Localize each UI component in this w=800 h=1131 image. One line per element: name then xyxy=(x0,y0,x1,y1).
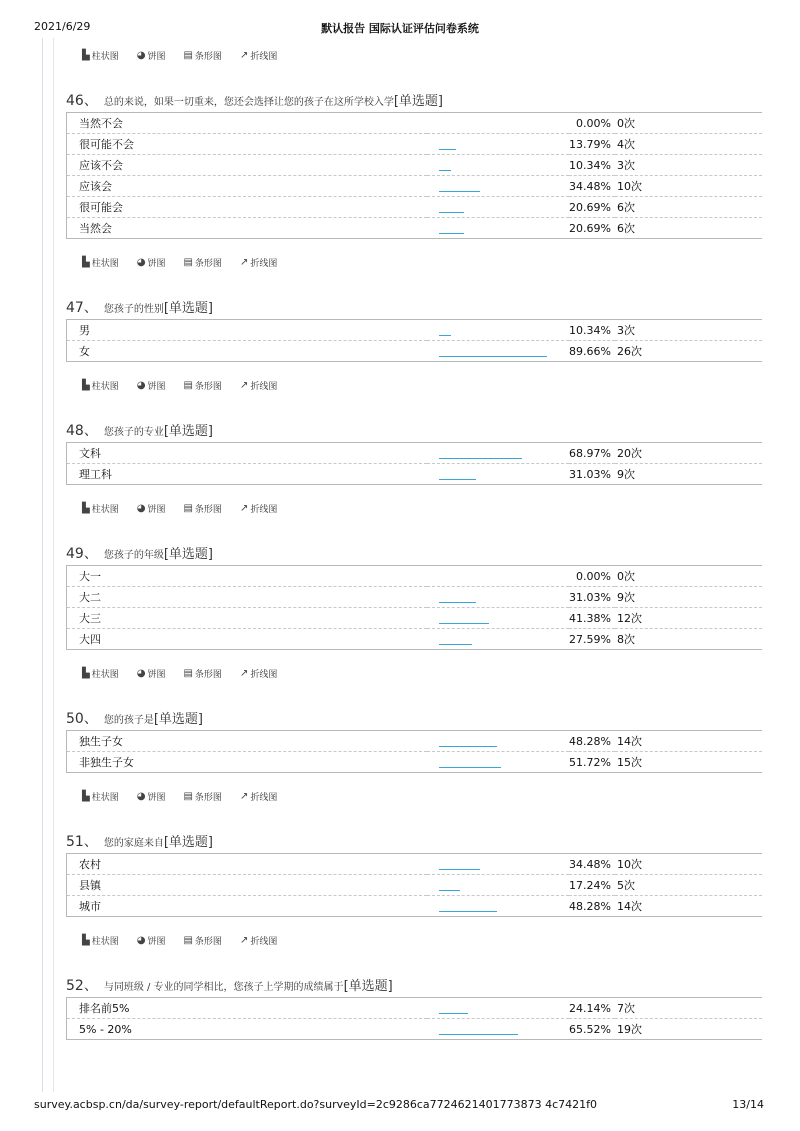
option-bar-cell xyxy=(427,155,569,176)
pie-chart-icon: ◕ xyxy=(136,934,146,946)
question-title xyxy=(66,975,766,995)
option-bar-cell xyxy=(427,752,569,773)
question-type-tag: [单选题] xyxy=(393,94,443,109)
question-number: 46、 xyxy=(66,93,98,109)
chart-button-hbar-chart[interactable] xyxy=(183,49,221,62)
chart-button-bar-chart[interactable] xyxy=(82,256,119,269)
option-bar-cell xyxy=(427,1019,569,1040)
chart-button-pie-chart[interactable] xyxy=(137,667,166,680)
question-title xyxy=(66,90,766,110)
percentage-bar xyxy=(439,479,476,480)
option-bar-cell xyxy=(427,113,569,134)
chart-button-line-chart[interactable] xyxy=(240,256,277,269)
option-bar-cell xyxy=(427,629,569,650)
chart-button-label: 条形图 xyxy=(194,936,222,947)
option-row xyxy=(67,896,763,917)
chart-button-label: 柱状图 xyxy=(91,669,119,680)
chart-button-label: 柱状图 xyxy=(91,258,119,269)
option-row xyxy=(67,1019,763,1040)
chart-button-line-chart[interactable] xyxy=(240,934,277,947)
chart-button-label: 条形图 xyxy=(194,258,222,269)
chart-button-hbar-chart[interactable] xyxy=(183,934,221,947)
option-percentage: 31.03% xyxy=(569,467,611,481)
option-percentage: 48.28% xyxy=(569,899,611,913)
option-bar-cell xyxy=(427,587,569,608)
percentage-bar xyxy=(439,644,472,645)
options-table xyxy=(66,730,762,773)
hbar-chart-icon: ▤ xyxy=(183,667,193,679)
option-bar-cell xyxy=(427,176,569,197)
chart-button-hbar-chart[interactable] xyxy=(183,667,221,680)
pie-chart-icon: ◕ xyxy=(136,667,146,679)
option-row xyxy=(67,134,763,155)
option-percentage: 65.52% xyxy=(569,1022,611,1036)
options-table xyxy=(66,997,762,1040)
option-row xyxy=(67,752,763,773)
line-chart-icon: ↗ xyxy=(239,256,249,268)
option-percentage: 0.00% xyxy=(569,566,615,587)
option-label: 大四 xyxy=(79,633,101,646)
option-row xyxy=(67,320,763,341)
chart-type-toolbar xyxy=(66,374,766,396)
option-row xyxy=(67,341,763,362)
line-chart-icon: ↗ xyxy=(239,790,249,802)
question-block xyxy=(66,831,766,951)
hbar-chart-icon: ▤ xyxy=(183,790,193,802)
option-percentage: 27.59% xyxy=(569,632,611,646)
percentage-bar xyxy=(439,890,460,891)
option-percentage: 13.79% xyxy=(569,134,615,155)
question-block xyxy=(66,90,766,273)
chart-button-bar-chart[interactable] xyxy=(82,49,119,62)
option-bar-cell xyxy=(427,875,569,896)
question-type-tag: [单选题] xyxy=(163,424,213,439)
option-percentage: 34.48% xyxy=(569,176,615,197)
chart-type-toolbar xyxy=(66,497,766,519)
option-label: 应该不会 xyxy=(67,155,428,176)
chart-button-hbar-chart[interactable] xyxy=(183,502,221,515)
option-label: 农村 xyxy=(67,854,428,875)
option-label: 应该会 xyxy=(67,176,428,197)
option-label: 很可能不会 xyxy=(67,134,428,155)
line-chart-icon: ↗ xyxy=(239,49,249,61)
chart-button-label: 饼图 xyxy=(147,258,166,269)
option-row xyxy=(67,629,763,650)
option-count: 6次 xyxy=(616,222,635,235)
question-number: 52、 xyxy=(66,978,98,994)
option-percentage: 34.48% xyxy=(569,854,615,875)
chart-button-label: 折线图 xyxy=(250,381,278,392)
page-header xyxy=(0,20,800,36)
option-count: 20次 xyxy=(615,443,762,464)
option-bar-cell xyxy=(427,566,569,587)
chart-type-toolbar xyxy=(66,44,766,66)
chart-button-label: 饼图 xyxy=(147,936,166,947)
question-block xyxy=(66,975,766,1040)
chart-button-hbar-chart[interactable] xyxy=(183,790,221,803)
option-label: 城市 xyxy=(79,900,101,913)
line-chart-icon: ↗ xyxy=(239,934,249,946)
question-number: 48、 xyxy=(66,423,98,439)
chart-button-label: 柱状图 xyxy=(91,51,119,62)
bar-chart-icon: ▙ xyxy=(82,502,90,514)
option-percentage: 51.72% xyxy=(569,755,611,769)
option-label: 当然会 xyxy=(79,222,112,235)
option-bar-cell xyxy=(427,197,569,218)
print-date: 2021/6/29 xyxy=(34,20,91,33)
option-row xyxy=(67,197,763,218)
option-percentage: 41.38% xyxy=(569,608,615,629)
question-type-tag: [单选题] xyxy=(343,979,393,994)
question-text: 您的孩子是 xyxy=(103,715,154,726)
question-title xyxy=(66,543,766,563)
chart-button-label: 条形图 xyxy=(194,669,222,680)
pie-chart-icon: ◕ xyxy=(136,790,146,802)
option-row xyxy=(67,854,763,875)
option-count: 4次 xyxy=(615,134,762,155)
chart-button-label: 饼图 xyxy=(147,669,166,680)
option-bar-cell xyxy=(427,464,569,485)
option-label: 文科 xyxy=(67,443,428,464)
option-bar-cell xyxy=(427,998,569,1019)
percentage-bar xyxy=(439,356,547,357)
left-rule-inner xyxy=(53,38,54,1092)
chart-button-label: 饼图 xyxy=(147,381,166,392)
options-table xyxy=(66,853,762,917)
chart-button-label: 折线图 xyxy=(250,669,278,680)
question-text: 与同班级 / 专业的同学相比，您孩子上学期的成绩属于 xyxy=(103,982,344,993)
bar-chart-icon: ▙ xyxy=(82,934,90,946)
percentage-bar xyxy=(439,149,456,150)
pie-chart-icon: ◕ xyxy=(136,379,146,391)
chart-button-label: 折线图 xyxy=(250,258,278,269)
chart-button-line-chart[interactable] xyxy=(240,502,277,515)
option-count: 6次 xyxy=(615,197,762,218)
option-count: 5次 xyxy=(615,875,762,896)
question-number: 49、 xyxy=(66,546,98,562)
chart-button-pie-chart[interactable] xyxy=(137,502,166,515)
bar-chart-icon: ▙ xyxy=(82,256,90,268)
hbar-chart-icon: ▤ xyxy=(183,934,193,946)
option-label: 5% - 20% xyxy=(79,1022,132,1036)
question-title xyxy=(66,420,766,440)
option-percentage: 48.28% xyxy=(569,731,615,752)
option-row xyxy=(67,155,763,176)
percentage-bar xyxy=(439,212,464,213)
report-content xyxy=(66,44,766,1040)
question-number: 51、 xyxy=(66,834,98,850)
option-bar-cell xyxy=(427,218,569,239)
option-percentage: 89.66% xyxy=(569,344,611,358)
chart-button-label: 条形图 xyxy=(194,381,222,392)
option-percentage: 20.69% xyxy=(569,221,611,235)
option-label: 县镇 xyxy=(67,875,428,896)
percentage-bar xyxy=(439,1013,468,1014)
option-label: 很可能会 xyxy=(67,197,428,218)
option-bar-cell xyxy=(427,341,569,362)
chart-button-bar-chart[interactable] xyxy=(82,379,119,392)
question-text: 您孩子的年级 xyxy=(103,550,164,561)
chart-button-pie-chart[interactable] xyxy=(137,379,166,392)
option-bar-cell xyxy=(427,731,569,752)
percentage-bar xyxy=(439,911,497,912)
option-label: 男 xyxy=(67,320,428,341)
options-table xyxy=(66,565,762,650)
question-text: 您的家庭来自 xyxy=(103,838,164,849)
option-percentage: 10.34% xyxy=(569,155,615,176)
option-percentage: 0.00% xyxy=(569,113,615,134)
option-label: 独生子女 xyxy=(67,731,428,752)
chart-button-pie-chart[interactable] xyxy=(137,934,166,947)
chart-button-label: 饼图 xyxy=(147,504,166,515)
chart-type-toolbar xyxy=(66,251,766,273)
option-bar-cell xyxy=(427,608,569,629)
option-row xyxy=(67,218,763,239)
option-label: 大三 xyxy=(67,608,428,629)
chart-button-line-chart[interactable] xyxy=(240,790,277,803)
bar-chart-icon: ▙ xyxy=(82,49,90,61)
option-label: 当然不会 xyxy=(67,113,428,134)
option-count: 10次 xyxy=(615,854,762,875)
chart-type-toolbar xyxy=(66,785,766,807)
options-table xyxy=(66,112,762,239)
chart-button-bar-chart[interactable] xyxy=(82,667,119,680)
chart-button-label: 折线图 xyxy=(250,51,278,62)
option-row xyxy=(67,176,763,197)
chart-button-bar-chart[interactable] xyxy=(82,790,119,803)
option-count: 12次 xyxy=(615,608,762,629)
percentage-bar xyxy=(439,1034,518,1035)
option-bar-cell xyxy=(427,320,569,341)
hbar-chart-icon: ▤ xyxy=(183,256,193,268)
left-rule xyxy=(42,38,43,1092)
chart-button-label: 折线图 xyxy=(250,504,278,515)
hbar-chart-icon: ▤ xyxy=(183,502,193,514)
percentage-bar xyxy=(439,767,501,768)
line-chart-icon: ↗ xyxy=(239,667,249,679)
pie-chart-icon: ◕ xyxy=(136,256,146,268)
percentage-bar xyxy=(439,746,497,747)
chart-button-hbar-chart[interactable] xyxy=(183,379,221,392)
percentage-bar xyxy=(439,335,451,336)
percentage-bar xyxy=(439,623,489,624)
chart-button-label: 柱状图 xyxy=(91,936,119,947)
option-percentage: 10.34% xyxy=(569,320,615,341)
option-count: 0次 xyxy=(615,113,762,134)
percentage-bar xyxy=(439,233,464,234)
question-type-tag: [单选题] xyxy=(153,712,203,727)
question-title xyxy=(66,297,766,317)
hbar-chart-icon: ▤ xyxy=(183,49,193,61)
chart-button-line-chart[interactable] xyxy=(240,49,277,62)
option-count: 14次 xyxy=(616,900,642,913)
question-type-tag: [单选题] xyxy=(163,835,213,850)
option-percentage: 20.69% xyxy=(569,197,615,218)
line-chart-icon: ↗ xyxy=(239,379,249,391)
option-count: 3次 xyxy=(615,320,762,341)
line-chart-icon: ↗ xyxy=(239,502,249,514)
option-percentage: 24.14% xyxy=(569,998,615,1019)
chart-button-label: 条形图 xyxy=(194,51,222,62)
option-label: 女 xyxy=(79,345,90,358)
percentage-bar xyxy=(439,602,476,603)
chart-button-label: 条形图 xyxy=(194,504,222,515)
option-row xyxy=(67,464,763,485)
options-table xyxy=(66,319,762,362)
page-footer xyxy=(0,1098,800,1114)
option-count: 14次 xyxy=(615,731,762,752)
chart-button-pie-chart[interactable] xyxy=(137,790,166,803)
chart-button-label: 饼图 xyxy=(147,792,166,803)
option-percentage: 68.97% xyxy=(569,443,615,464)
chart-type-toolbar xyxy=(66,929,766,951)
chart-button-pie-chart[interactable] xyxy=(137,49,166,62)
question-title xyxy=(66,831,766,851)
question-text: 您孩子的性别 xyxy=(103,304,164,315)
question-title xyxy=(66,708,766,728)
page-url: survey.acbsp.cn/da/survey-report/defaultReport.do?surveyId=2c9286ca7724621401773873 4c7421f0 xyxy=(34,1098,598,1111)
question-block xyxy=(66,420,766,519)
option-count: 9次 xyxy=(616,468,635,481)
question-text: 您孩子的专业 xyxy=(103,427,164,438)
question-text: 总的来说，如果一切重来，您还会选择让您的孩子在这所学校入学 xyxy=(103,97,394,108)
question-type-tag: [单选题] xyxy=(163,301,213,316)
option-bar-cell xyxy=(427,896,569,917)
pie-chart-icon: ◕ xyxy=(136,49,146,61)
chart-button-label: 条形图 xyxy=(194,792,222,803)
option-row xyxy=(67,566,763,587)
chart-button-label: 折线图 xyxy=(250,936,278,947)
percentage-bar xyxy=(439,458,522,459)
option-row xyxy=(67,875,763,896)
chart-button-label: 饼图 xyxy=(147,51,166,62)
option-count: 7次 xyxy=(615,998,762,1019)
option-count: 10次 xyxy=(615,176,762,197)
chart-button-label: 折线图 xyxy=(250,792,278,803)
option-row xyxy=(67,731,763,752)
question-block xyxy=(66,708,766,807)
hbar-chart-icon: ▤ xyxy=(183,379,193,391)
option-label: 大一 xyxy=(67,566,428,587)
bar-chart-icon: ▙ xyxy=(82,790,90,802)
option-row xyxy=(67,998,763,1019)
option-count: 26次 xyxy=(616,345,642,358)
option-label: 排名前5% xyxy=(67,998,428,1019)
option-count: 9次 xyxy=(615,587,762,608)
option-row xyxy=(67,587,763,608)
option-percentage: 31.03% xyxy=(569,587,615,608)
option-count: 8次 xyxy=(616,633,635,646)
question-type-tag: [单选题] xyxy=(163,547,213,562)
option-bar-cell xyxy=(427,443,569,464)
option-bar-cell xyxy=(427,854,569,875)
option-count: 19次 xyxy=(616,1023,642,1036)
option-count: 0次 xyxy=(615,566,762,587)
option-row xyxy=(67,113,763,134)
question-block xyxy=(66,297,766,396)
option-bar-cell xyxy=(427,134,569,155)
option-row xyxy=(67,443,763,464)
bar-chart-icon: ▙ xyxy=(82,379,90,391)
page-number: 13/14 xyxy=(732,1098,764,1111)
percentage-bar xyxy=(439,191,480,192)
option-row xyxy=(67,608,763,629)
chart-button-label: 柱状图 xyxy=(91,381,119,392)
chart-type-toolbar xyxy=(66,662,766,684)
question-number: 47、 xyxy=(66,300,98,316)
bar-chart-icon: ▙ xyxy=(82,667,90,679)
option-label: 大二 xyxy=(67,587,428,608)
option-label: 理工科 xyxy=(79,468,112,481)
chart-button-label: 柱状图 xyxy=(91,792,119,803)
pie-chart-icon: ◕ xyxy=(136,502,146,514)
options-table xyxy=(66,442,762,485)
question-number: 50、 xyxy=(66,711,98,727)
percentage-bar xyxy=(439,170,451,171)
chart-button-pie-chart[interactable] xyxy=(137,256,166,269)
chart-button-line-chart[interactable] xyxy=(240,667,277,680)
question-block xyxy=(66,543,766,684)
chart-button-hbar-chart[interactable] xyxy=(183,256,221,269)
report-title: 默认报告 国际认证评估问卷系统 xyxy=(321,22,479,35)
option-count: 15次 xyxy=(616,756,642,769)
option-count: 3次 xyxy=(615,155,762,176)
chart-button-bar-chart[interactable] xyxy=(82,502,119,515)
chart-button-label: 柱状图 xyxy=(91,504,119,515)
percentage-bar xyxy=(439,869,480,870)
option-percentage: 17.24% xyxy=(569,875,615,896)
chart-button-line-chart[interactable] xyxy=(240,379,277,392)
chart-button-bar-chart[interactable] xyxy=(82,934,119,947)
option-label: 非独生子女 xyxy=(79,756,134,769)
